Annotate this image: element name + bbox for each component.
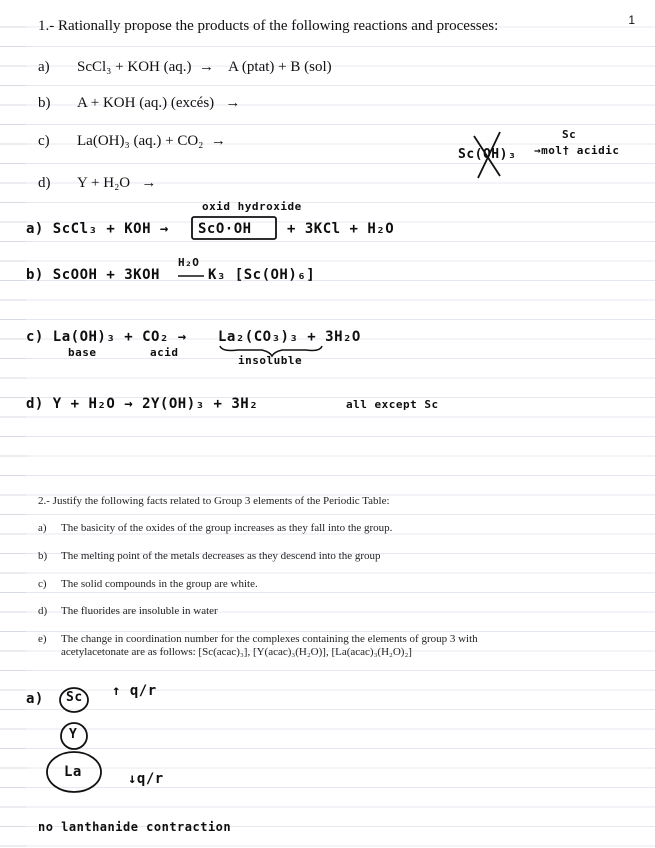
q2-label-b: b) — [38, 550, 48, 562]
page-margin — [0, 0, 26, 848]
answer-c-acid: acid — [150, 346, 179, 359]
answer-d-note: all except Sc — [346, 398, 439, 411]
answer-b-product: K₃ [Sc(OH)₆] — [208, 267, 316, 283]
note-no-lanthanide-contraction: no lanthanide contraction — [38, 820, 232, 834]
q1-label-c: c) — [38, 133, 50, 149]
q1-reaction-d: Y + H₂O → — [77, 175, 157, 191]
q2-item-a: The basicity of the oxides of the group increases as they fall into the group. — [61, 522, 393, 534]
note-increase-q-r: ↑ q/r — [112, 683, 157, 699]
answer-c-left: c) La(OH)₃ + CO₂ → — [26, 329, 187, 345]
answer-c-base: base — [68, 346, 97, 359]
q1-reaction-c: La(OH)₃ (aq.) + CO₂ → — [77, 133, 226, 149]
answer-b-left: b) ScOOH + 3KOH — [26, 267, 160, 283]
answer-c-insoluble: insoluble — [238, 354, 303, 367]
q2-label-e: e) — [38, 633, 47, 645]
side-formula: Sc(OH)₃ — [458, 147, 517, 162]
q1-reaction-a: ScCl₃ + KOH (aq.) → A (ptat) + B (sol) — [77, 59, 332, 75]
note-decrease-q-r: ↓q/r — [128, 771, 164, 787]
q1-label-b: b) — [38, 95, 51, 111]
q2-item-b: The melting point of the metals decreases as they descend into the group — [61, 550, 381, 562]
q2-label-d: d) — [38, 605, 48, 617]
q1-label-a: a) — [38, 59, 50, 75]
element-sc: Sc — [66, 690, 83, 705]
answer-b-over: H₂O — [178, 256, 200, 269]
answer-a-right: + 3KCl + H₂O — [287, 221, 395, 237]
q2-item-e-line1: The change in coordination number for the complexes containing the elements of group 3 with — [61, 633, 478, 645]
question-2-title: 2.- Justify the following facts related to Group 3 elements of the Periodic Table: — [38, 495, 390, 507]
q1-label-d: d) — [38, 175, 51, 191]
question-1-title: 1.- Rationally propose the products of the following reactions and processes: — [38, 18, 499, 34]
q2-label-c: c) — [38, 578, 47, 590]
answer2-label: a) — [26, 691, 44, 707]
q2-item-e-line2: acetylacetonate are as follows: [Sc(acac)₃], [Y(acac)₃(H₂O)], [La(acac)₃(H₂O)₂] — [61, 646, 412, 658]
a-header-note: oxid hydroxide — [202, 200, 302, 213]
element-y: Y — [69, 727, 78, 742]
q2-item-d: The fluorides are insoluble in water — [61, 605, 218, 617]
answer-c-product: La₂(CO₃)₃ + 3H₂O — [218, 329, 361, 345]
q1-reaction-b: A + KOH (aq.) (excés) → — [77, 95, 241, 111]
side-label: →mol† acidic — [534, 144, 620, 157]
page-number: 1 — [628, 13, 635, 27]
side-label-top: Sc — [562, 128, 577, 141]
element-la: La — [64, 764, 82, 780]
q2-label-a: a) — [38, 522, 47, 534]
q2-item-c: The solid compounds in the group are white. — [61, 578, 258, 590]
answer-d: d) Y + H₂O → 2Y(OH)₃ + 3H₂ — [26, 396, 259, 412]
answer-a-boxed: ScO·OH — [198, 221, 252, 237]
answer-a-left: a) ScCl₃ + KOH → — [26, 221, 169, 237]
